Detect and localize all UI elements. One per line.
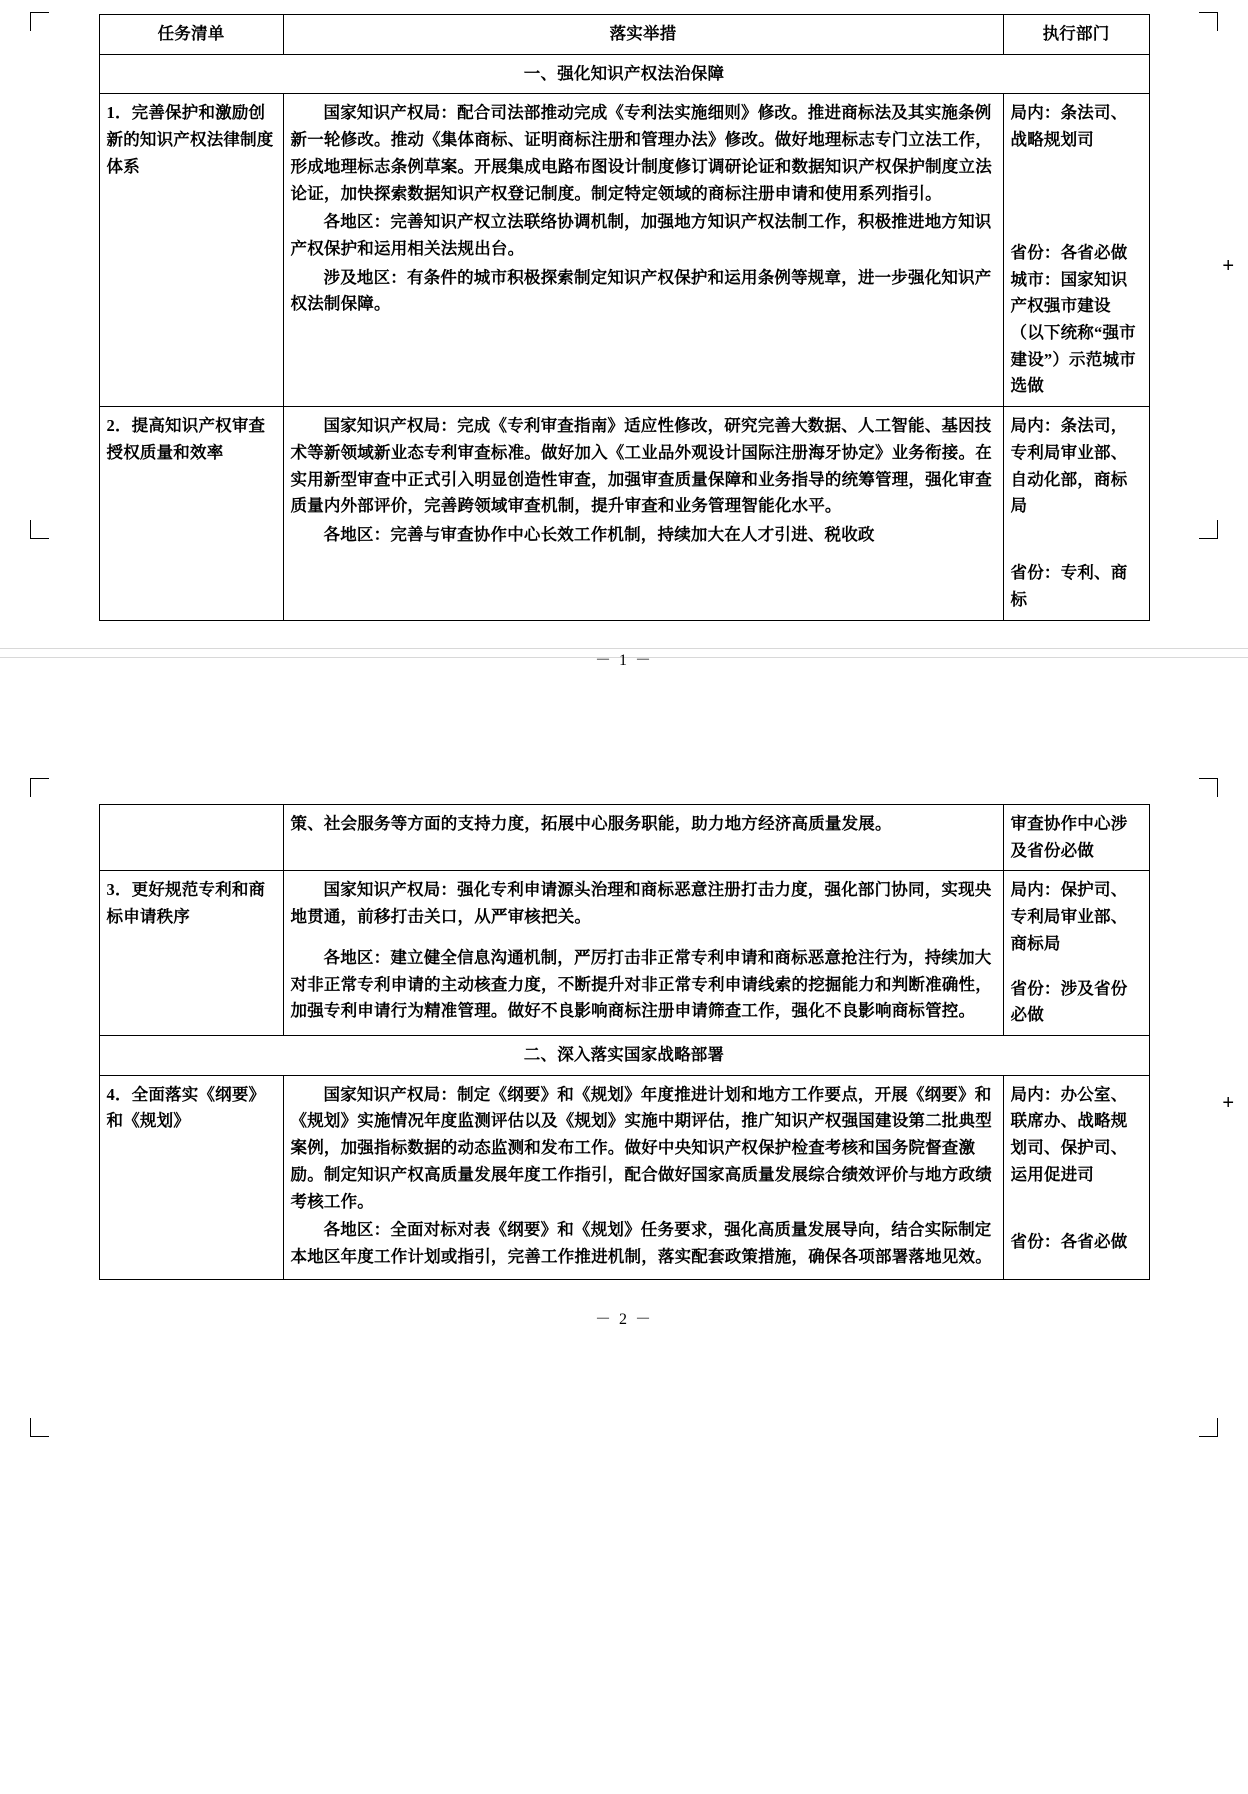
measure-paragraph xyxy=(291,1082,996,1216)
measures-cell-3 xyxy=(283,871,1003,1036)
document-page-1 xyxy=(0,0,1248,669)
task-table-page-2 xyxy=(99,804,1150,1280)
measure-label-bureau: 国家知识产权局： xyxy=(323,1084,458,1104)
measure-text: 完成《专利审查指南》适应性修改，研究完善大数据、人工智能、基因技术等新领域新业态专利审查标准。做好加入《工业品外观设计国际注册海牙协定》业务衔接。在实用新型审查中正式引入明显创造性审查，加强审查质量保障和业务指导的统筹管理，强化审查质量内外部评价，完善跨领域审查机制，提升审查和业务管理智能化水平。 xyxy=(290,416,992,516)
department-cell-1 xyxy=(1003,94,1149,407)
measure-label-regions: 各地区： xyxy=(323,947,391,967)
column-header-measures: 落实举措 xyxy=(283,15,1003,55)
measure-text: 完善与审查协作中心长效工作机制，持续加大在人才引进、税收政 xyxy=(390,525,875,545)
measure-label-bureau: 国家知识产权局： xyxy=(323,416,458,436)
department-label-internal: 局内： xyxy=(1010,103,1061,123)
department-spacer xyxy=(1011,154,1142,240)
department-spacer xyxy=(1011,1189,1142,1229)
column-header-task-list: 任务清单 xyxy=(99,15,283,55)
department-label-province: 省份： xyxy=(1010,563,1061,583)
measure-text: 配合司法部推动完成《专利法实施细则》修改。推进商标法及其实施条例新一轮修改。推动《集体商标、证明商标注册和管理办法》修改。做好地理标志专门立法工作，形成地理标志条例草案。开展集成电路布图设计制度修订调研论证和数据知识产权保护制度立法论证，加快探索数据知识产权登记制度。制定特定领域的商标注册申请和使用系列指引。 xyxy=(290,103,992,203)
department-cell-4 xyxy=(1003,1075,1149,1279)
department-city xyxy=(1011,267,1142,401)
department-province xyxy=(1011,240,1142,267)
table-row-task-2 xyxy=(99,407,1149,620)
crop-mark-top-right xyxy=(1199,12,1218,31)
department-text: 各省必做 xyxy=(1060,1231,1128,1251)
section-heading-1: 一、强化知识产权法治保障 xyxy=(99,54,1149,94)
measure-label-bureau: 国家知识产权局： xyxy=(323,880,458,900)
task-label-4: 4．全面落实《纲要》和《规划》 xyxy=(99,1075,283,1279)
department-text: 办公室、联席办、战略规划司、保护司、运用促进司 xyxy=(1010,1084,1128,1184)
measure-paragraph xyxy=(291,811,996,838)
table-row-task-1 xyxy=(99,94,1149,407)
measure-label-bureau: 国家知识产权局： xyxy=(323,103,458,123)
crop-mark-bottom-left xyxy=(30,1418,49,1437)
task-label-2: 2．提高知识产权审查授权质量和效率 xyxy=(99,407,283,620)
department-text: 国家知识产权强市建设（以下统称“强市建设”）示范城市选做 xyxy=(1010,269,1136,396)
page-number-2: － 2 － xyxy=(594,1310,653,1328)
crop-mark-bottom-left xyxy=(30,520,49,539)
measure-label-involved: 涉及地区： xyxy=(323,267,407,287)
department-text: 各省必做 xyxy=(1060,242,1128,262)
department-province xyxy=(1011,560,1142,613)
measure-text: 建立健全信息沟通机制，严厉打击非正常专利申请和商标恶意抢注行为，持续加大对非正常专利申请的主动核查力度，不断提升对非正常专利申请线索的挖掘能力和判断准确性，加强专利申请行为精准管理。做好不良影响商标注册申请筛查工作，强化不良影响商标管控。 xyxy=(290,947,992,1021)
center-mark-right: + xyxy=(1222,255,1234,277)
department-label-province: 省份： xyxy=(1010,1231,1061,1251)
measure-label-regions: 各地区： xyxy=(323,212,391,232)
measure-text: 全面对标对表《纲要》和《规划》任务要求，强化高质量发展导向，结合实际制定本地区年度工作计划或指引，完善工作推进机制，落实配套政策措施，确保各项部署落地见效。 xyxy=(290,1220,992,1267)
table-row-continued xyxy=(99,805,1149,871)
department-text: 条法司，专利局审业部、自动化部，商标局 xyxy=(1010,416,1128,516)
measure-label-regions: 各地区： xyxy=(323,525,391,545)
measure-paragraph xyxy=(291,413,996,520)
task-label-1: 1．完善保护和激励创新的知识产权法律制度体系 xyxy=(99,94,283,407)
crop-mark-bottom-right xyxy=(1199,1418,1218,1437)
measures-cell-4 xyxy=(283,1075,1003,1279)
table-row-task-4 xyxy=(99,1075,1149,1279)
table-header-row xyxy=(99,15,1149,55)
measure-paragraph xyxy=(291,945,996,1025)
department-label-internal: 局内： xyxy=(1010,1084,1061,1104)
department-text-wrap xyxy=(1011,811,1142,864)
section-heading-row-2 xyxy=(99,1036,1149,1076)
department-internal xyxy=(1011,877,1142,957)
crop-mark-bottom-right xyxy=(1199,520,1218,539)
measure-text: 策、社会服务等方面的支持力度，拓展中心服务职能，助力地方经济高质量发展。 xyxy=(290,814,892,833)
department-label-city: 城市： xyxy=(1010,269,1061,289)
task-label-3: 3．更好规范专利和商标申请秩序 xyxy=(99,871,283,1036)
department-text: 保护司、专利局审业部、商标局 xyxy=(1010,880,1128,953)
page-number-1: － 1 － xyxy=(594,651,653,669)
crop-mark-top-left xyxy=(30,12,49,31)
column-header-department: 执行部门 xyxy=(1003,15,1149,55)
measure-text: 制定《纲要》和《规划》年度推进计划和地方工作要点，开展《纲要》和《规划》实施情况年度监测评估以及《规划》实施中期评估，推广知识产权强国建设第二批典型案例，加强指标数据的动态监测和发布工作。做好中央知识产权保护检查考核和国务院督查激励。制定知识产权高质量发展年度工作指引，配合做好国家高质量发展综合绩效评价与地方政绩考核工作。 xyxy=(290,1084,992,1211)
measure-paragraph xyxy=(291,522,996,549)
department-label-province: 省份： xyxy=(1010,242,1061,262)
measure-paragraph xyxy=(291,1217,996,1270)
department-text: 涉及省份必做 xyxy=(1010,978,1128,1025)
department-internal xyxy=(1011,413,1142,520)
department-text: 专利、商标 xyxy=(1010,563,1128,609)
department-province xyxy=(1011,976,1142,1029)
department-province xyxy=(1011,1229,1142,1256)
measure-paragraph xyxy=(291,265,996,318)
department-label-province: 省份： xyxy=(1010,978,1061,998)
measure-text: 完善知识产权立法联络协调机制，加强地方知识产权法制工作，积极推进地方知识产权保护和运用相关法规出台。 xyxy=(290,212,992,259)
department-cell-continued xyxy=(1003,805,1149,871)
measure-text: 有条件的城市积极探索制定知识产权保护和运用条例等规章，进一步强化知识产权法制保障。 xyxy=(290,267,992,314)
measure-paragraph xyxy=(291,100,996,207)
department-cell-3 xyxy=(1003,871,1149,1036)
measure-text: 强化专利申请源头治理和商标恶意注册打击力度，强化部门协同，实现央地贯通，前移打击关口，从严审核把关。 xyxy=(290,880,992,927)
department-text: 条法司、战略规划司 xyxy=(1010,103,1128,150)
table-row-task-3 xyxy=(99,871,1149,1036)
section-heading-row-1 xyxy=(99,54,1149,94)
department-spacer xyxy=(1011,520,1142,560)
department-internal xyxy=(1011,1082,1142,1189)
measures-cell-1 xyxy=(283,94,1003,407)
task-table-page-1 xyxy=(99,14,1150,621)
section-heading-2: 二、深入落实国家战略部署 xyxy=(99,1036,1149,1076)
department-label-internal: 局内： xyxy=(1010,416,1061,436)
measures-cell-2 xyxy=(283,407,1003,620)
document-page-2 xyxy=(0,658,1248,1794)
department-internal xyxy=(1011,100,1142,153)
measure-paragraph xyxy=(291,209,996,262)
measure-paragraph xyxy=(291,877,996,930)
department-text: 审查协作中心涉及省份必做 xyxy=(1010,814,1128,860)
measure-label-regions: 各地区： xyxy=(323,1220,391,1240)
center-mark-right: + xyxy=(1222,1092,1234,1114)
measures-cell-continued xyxy=(283,805,1003,871)
department-cell-2 xyxy=(1003,407,1149,620)
department-label-internal: 局内： xyxy=(1010,880,1061,900)
task-label-continued xyxy=(99,805,283,871)
department-spacer xyxy=(1011,958,1142,976)
